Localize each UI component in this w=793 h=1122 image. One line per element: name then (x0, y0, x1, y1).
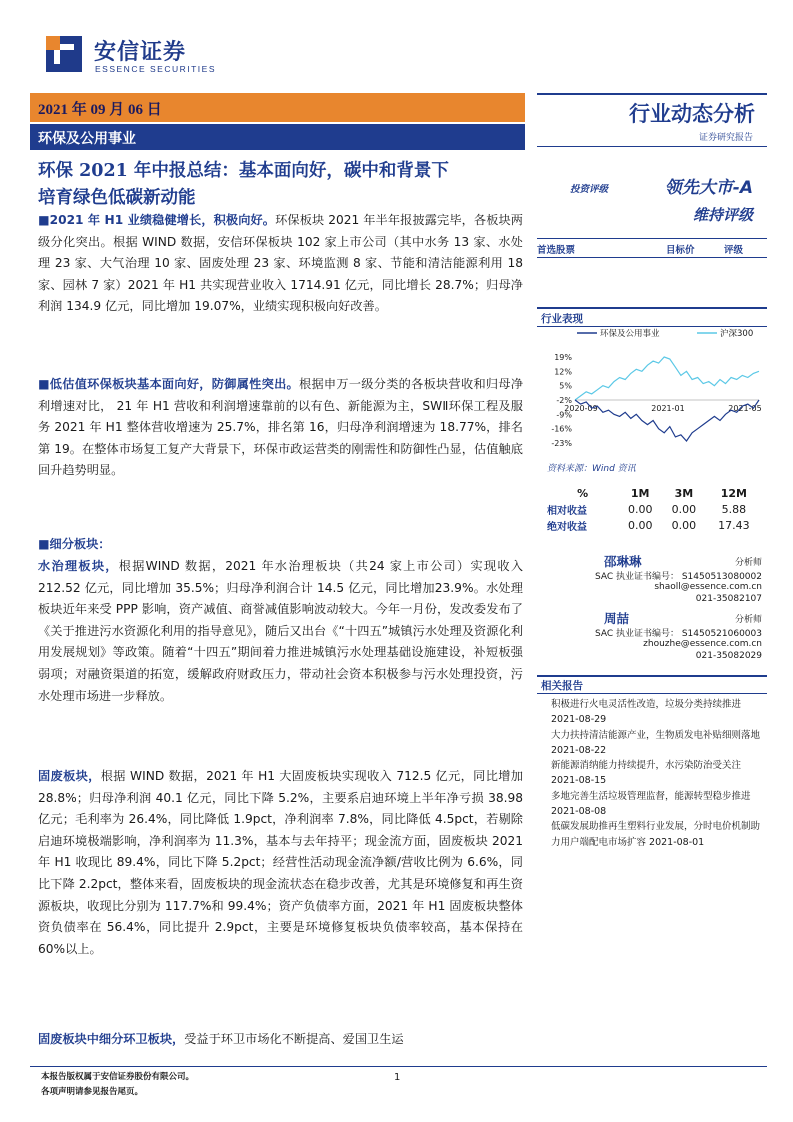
footer-divider (30, 1066, 767, 1067)
divider (537, 93, 767, 95)
divider (537, 693, 767, 694)
y-tick-label: -23% (551, 439, 572, 448)
paragraph-sanitation (38, 1029, 523, 1051)
x-tick-label: 2020-09 (564, 404, 598, 413)
analyst-phone: 021-35082029 (695, 651, 762, 661)
rating-value: 领先大市-A (664, 178, 753, 198)
legend-label-sector: 环保及公用事业 (600, 329, 660, 339)
footer-disclaimer: 各项声明请参见报告尾页。 (41, 1087, 144, 1097)
chart-legend (577, 328, 753, 339)
picks-header-target: 目标价 (666, 245, 695, 256)
paragraph-water (38, 556, 523, 707)
paragraph-text: 根据 WIND 数据，2021 年 H1 大固废板块实现收入 712.5 亿元，同比增加 28.8%；归母净利润 40.1 亿元，同比下降 5.2%，主要系启迪环境上半年净亏损 38.98 亿元；毛利率为 26.4%，同比降低 1.9pct，净利润率 7.8%，同比降低 4.5pct，若剔除启迪环境极端影响，净利润率为 11.3%，基本与去年持平；现金流方面，固废板块 2021 年 H1 收现比 89.4%，同比下降 5.2pct；经营性活动现金流净额/营收比例为 6.6%，同比下降 2.2pct，整体来看，固废板块的现金流状态在稳步改善，尤其是环境修复和再生资源板块，收现比分别为 117.7%和 99.4%；资产负债率方面，2021 年 H1 固废板块整体资负债率在 56.4%，同比提升 2.9pct，主要是环境修复板块负债率较高，基本保持在 60%以上。 (38, 769, 523, 956)
analyst-card (540, 610, 762, 662)
paragraph-text: 根据申万一级分类的各板块营收和归母净利增速对比， 21 年 H1 营收和利润增速靠前的以有色、新能源为主，SWⅡ环保工程及服务 2021 年 H1 整体营收增速为 25.7%，排名第 16，归母净利润增速为 18.77%，排名第 19。在整体市场复工复产大背景下，环保市政运营类的刚需性和防御性凸显，估值触底回升趋势明显。 (38, 377, 524, 478)
analyst-phone: 021-35082107 (695, 594, 762, 604)
row-label: 相对收益 (547, 505, 587, 517)
analyst-name: 邵琳琳 (604, 554, 642, 569)
date-bar (30, 93, 525, 122)
paragraph-text: 环保板块 2021 年半年报披露完毕，各板块两级分化突出。根据 WIND 数据，安信环保板块 102 家上市公司（其中水务 13 家、水处理 23 家、大气治理 10 家、固废处理 23 家、环境监测 8 家、节能和清洁能源利用 18 家、园林 7 家）2021 年 H1 共实现营业收入 1714.91 亿元，同比增长 28.7%；归母净利润 134.9 亿元，同比增加 19.07%，业绩实现积极向好改善。 (38, 213, 523, 314)
paragraph-valuation (38, 374, 523, 482)
related-report-link[interactable]: 低碳发展助推再生塑料行业发展，分时电价机制助力用户端配电市场扩容 2021-08-01 (551, 821, 761, 848)
analyst-role: 分析师 (734, 557, 762, 568)
title-line-1: 环保 2021 年中报总结：基本面向好，碳中和背景下 (38, 161, 449, 181)
related-title: 相关报告 (541, 680, 583, 692)
related-report-link[interactable]: 多地完善生活垃圾管理监督，能源转型稳步推进 2021-08-08 (551, 790, 751, 818)
x-tick-label: 2021-05 (728, 404, 762, 413)
performance-chart (537, 325, 767, 455)
row-label: 绝对收益 (547, 521, 587, 533)
picks-header-stock: 首选股票 (537, 245, 576, 256)
analyst-email[interactable]: shaoll@essence.com.cn (654, 582, 762, 592)
paragraph-heading: 固废板块， (38, 769, 101, 783)
y-tick-label: -16% (551, 424, 572, 434)
page-title (38, 158, 528, 212)
paragraph-heading: 固废板块中细分环卫板块， (38, 1032, 185, 1046)
divider (537, 257, 767, 258)
divider (537, 146, 767, 147)
table-cell: 0.00 (627, 518, 653, 532)
analyst-sac: SAC 执业证书编号： S1450521060003 (594, 628, 762, 639)
table-cell: 0.00 (627, 502, 653, 516)
paragraph-text: 根据WIND 数据，2021 年水治理板块（共24 家上市公司）实现收入 212.52 亿元，同比增加 35.5%；归母净利润合计 14.5 亿元，同比增加23.9%。水处理板块近年来受 PPP 影响，资产减值、商誉减值影响波动较大。今年一月份，发改委发布了《关于推进污水资源化利用的指导意见》，随后又出台《“十四五”城镇污水处理及资源化利用发展规划》等政策。随着“十四五”期间着力推进城镇污水处理基础设施建设，补短板强弱项；对融资渠道的拓宽，缓解政府财政压力，带动社会资本积极参与污水处理投资，污水处理市场进一步释放。 (38, 559, 524, 703)
company-name-cn: 安信证券 (94, 40, 187, 65)
paragraph-text: 受益于环卫市场化不断提高、爱国卫生运 (184, 1032, 404, 1046)
y-tick-label: 12% (554, 367, 572, 377)
page-number: 1 (394, 1072, 401, 1083)
table-cell: 5.88 (721, 502, 747, 516)
table-header: % (577, 486, 589, 500)
y-tick-label: 19% (554, 353, 572, 362)
paragraph-heading: ■低估值环保板块基本面向好，防御属性突出。 (38, 377, 299, 391)
paragraph-heading: ■2021 年 H1 业绩稳健增长，积极向好。 (38, 213, 276, 227)
related-report-link[interactable]: 积极进行火电灵活性改造，垃圾分类持续推进 2021-08-29 (551, 699, 742, 726)
performance-table (547, 485, 762, 533)
x-axis (564, 404, 761, 413)
table-header: 1M (630, 486, 650, 500)
related-reports-list (551, 697, 761, 850)
table-cell: 0.00 (671, 518, 697, 532)
divider (537, 307, 767, 309)
rating-action: 维持评级 (692, 206, 753, 224)
y-tick-label: 5% (559, 381, 572, 391)
series-line-hs300 (575, 357, 759, 400)
analyst-card (540, 553, 762, 605)
related-report-link[interactable]: 大力扶持清洁能源产业，生物质发电补贴细则落地 2021-08-22 (551, 729, 761, 756)
chart-source: 资料来源：Wind 资讯 (547, 464, 636, 474)
table-row (547, 501, 762, 517)
table-cell: 0.00 (671, 502, 697, 516)
related-report-link[interactable]: 新能源消纳能力持续提升，水污染防治受关注 2021-08-15 (551, 760, 742, 787)
company-logo-icon (44, 34, 84, 74)
analyst-sac: SAC 执业证书编号： S1450513080002 (594, 571, 762, 582)
sector-name: 环保及公用事业 (38, 131, 136, 147)
legend-label-hs300: 沪深300 (720, 329, 754, 339)
report-date: 2021 年 09 月 06 日 (38, 102, 162, 118)
footer-copyright: 本报告版权属于安信证券股份有限公司。 (41, 1072, 195, 1082)
picks-header-rating: 评级 (724, 245, 744, 256)
analyst-role: 分析师 (734, 614, 762, 625)
y-tick-label: -2% (556, 396, 572, 405)
divider (537, 238, 767, 239)
report-subtype: 证券研究报告 (698, 133, 753, 143)
paragraph-h1-results (38, 210, 523, 318)
paragraph-subsectors-head (38, 534, 523, 556)
table-header-row (547, 485, 762, 501)
section-heading: ■细分板块： (38, 537, 111, 551)
y-tick-label: -9% (556, 410, 572, 420)
divider (537, 675, 767, 677)
analyst-name: 周喆 (604, 611, 630, 626)
performance-title: 行业表现 (541, 313, 583, 325)
analyst-email[interactable]: zhouzhe@essence.com.cn (643, 639, 762, 649)
x-tick-label: 2021-01 (651, 404, 685, 413)
paragraph-heading: 水治理板块， (38, 559, 119, 573)
table-header: 3M (674, 486, 694, 500)
sector-bar (30, 124, 525, 150)
report-type: 行业动态分析 (629, 102, 755, 126)
rating-label: 投资评级 (570, 184, 609, 195)
paragraph-solid-waste (38, 766, 523, 960)
title-line-2: 培育绿色低碳新动能 (38, 188, 196, 208)
table-row (547, 517, 762, 533)
y-axis (551, 353, 762, 448)
table-header: 12M (720, 486, 748, 500)
company-name-en: ESSENCE SECURITIES (95, 64, 216, 74)
table-cell: 17.43 (718, 518, 750, 532)
